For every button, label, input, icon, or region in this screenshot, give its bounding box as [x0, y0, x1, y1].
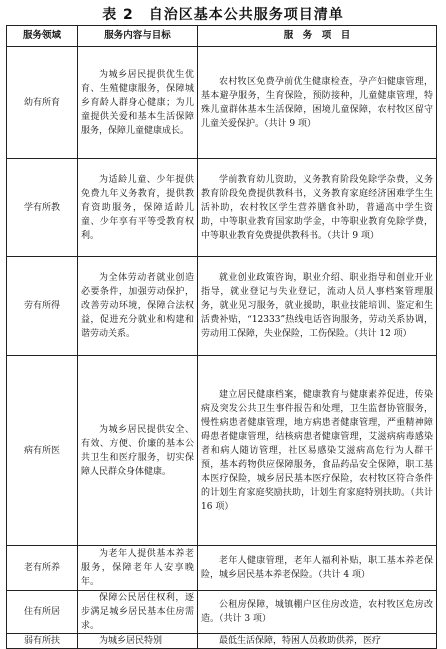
row-items: 建立居民健康档案，健康教育与健康素养促进，传染病及突发公共卫生事件报告和处理，卫生监督协管服务，慢性病患者健康管理，地方病患者健康管理，严重精神障碍患者健康管理，结核病患者健康管理，艾滋病病毒感染者和病人随访管理，社区易感染艾滋病高危行为人群干预，基本药物供应保障服务，食品药品安全保障，职工基本医疗保险，城乡居民基本医疗保险，农村牧区符合条件的计划生育家庭奖励扶助，计划生育家庭特别扶助。（共计 16 项） — [198, 356, 437, 546]
table-row — [7, 47, 437, 159]
table-header-row — [7, 26, 437, 47]
row-domain: 学有所教 — [7, 159, 78, 257]
row-items: 公租房保障，城镇棚户区住房改造，农村牧区危房改造。（共计 3 项） — [198, 591, 437, 634]
table-row — [7, 159, 437, 257]
header-goal: 服务内容与目标 — [78, 26, 198, 47]
row-goal: 为城乡居民特别 — [78, 634, 198, 649]
table-row — [7, 591, 437, 634]
row-domain: 弱有所扶 — [7, 634, 78, 649]
row-domain: 住有所居 — [7, 591, 78, 634]
row-goal: 为全体劳动者就业创造必要条件，加强劳动保护，改善劳动环境，保障合法权益，促进充分就业和构建和谐劳动关系。 — [78, 257, 198, 356]
row-goal: 为城乡居民提供优生优育、生殖健康服务，保障城乡育龄人群身心健康；为儿童提供关爱和基本生活保障服务，保障儿童健康成长。 — [78, 47, 198, 159]
row-items: 最低生活保障，特困人员救助供养，医疗 — [198, 634, 437, 649]
row-domain: 幼有所育 — [7, 47, 78, 159]
header-items: 服 务 项 目 — [198, 26, 437, 47]
row-domain: 劳有所得 — [7, 257, 78, 356]
service-table — [6, 25, 437, 649]
table-row — [7, 257, 437, 356]
table-row — [7, 634, 437, 649]
row-items: 就业创业政策咨询，职业介绍、职业指导和创业开业指导，就业登记与失业登记，流动人员人事档案管理服务，就业见习服务，就业援助，职业技能培训、鉴定和生活费补贴，“12333”热线电话咨询服务，劳动关系协调，劳动用工保障，失业保险，工伤保险。（共计 12 项） — [198, 257, 437, 356]
table-row — [7, 546, 437, 591]
row-goal: 为老年人提供基本养老服务，保障老年人安享晚年。 — [78, 546, 198, 591]
row-goal: 为适龄儿童、少年提供免费九年义务教育，提供教育资助服务，保障适龄儿童、少年享有平等受教育权利。 — [78, 159, 198, 257]
row-items: 农村牧区免费孕前优生健康检查，孕产妇健康管理，基本避孕服务，生育保险，预防接种，儿童健康管理，特殊儿童群体基本生活保障，困境儿童保障，农村牧区留守儿童关爱保护。（共计 9 项） — [198, 47, 437, 159]
row-domain: 老有所养 — [7, 546, 78, 591]
row-goal: 保障公民居住权利，逐步满足城乡居民基本住房需求。 — [78, 591, 198, 634]
header-domain: 服务领域 — [7, 26, 78, 47]
row-domain: 病有所医 — [7, 356, 78, 546]
row-items: 学前教育幼儿资助，义务教育阶段免除学杂费，义务教育阶段免费提供教科书，义务教育家庭经济困难学生生活补助，农村牧区学生营养膳食补助，普通高中学生资助，中等职业教育国家助学金，中等职业教育免除学费，中等职业教育免费提供教科书。（共计 9 项） — [198, 159, 437, 257]
row-items: 老年人健康管理，老年人福利补贴，职工基本养老保险，城乡居民基本养老保险。（共计 4 项） — [198, 546, 437, 591]
row-goal: 为城乡居民提供安全、有效、方便、价廉的基本公共卫生和医疗服务，切实保障人民群众身体健康。 — [78, 356, 198, 546]
table-row — [7, 356, 437, 546]
table-title: 表 2 自治区基本公共服务项目清单 — [102, 7, 344, 23]
